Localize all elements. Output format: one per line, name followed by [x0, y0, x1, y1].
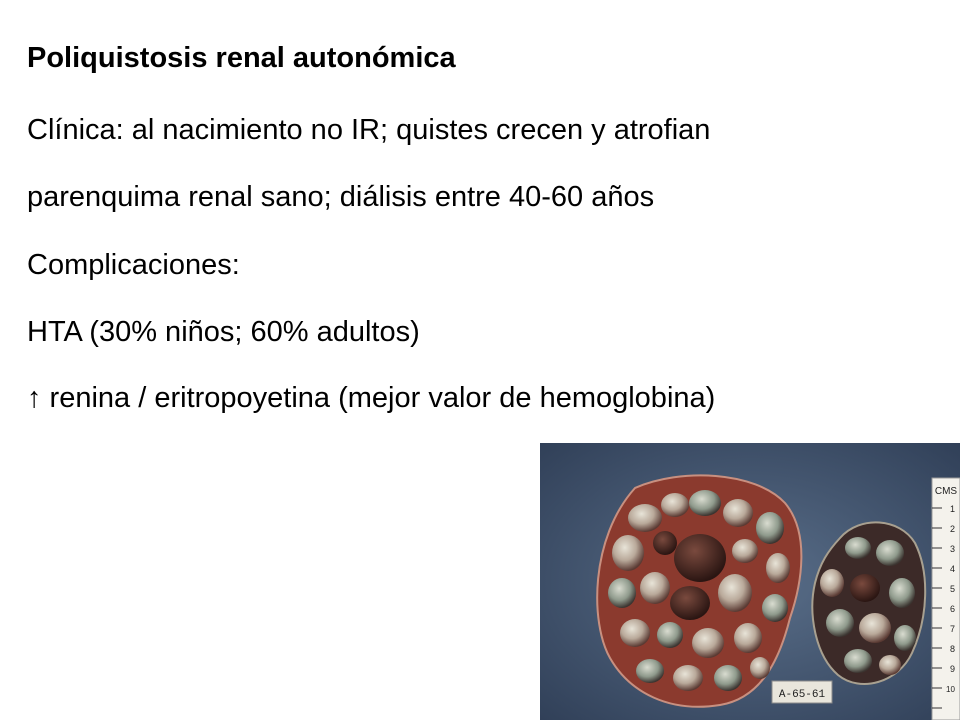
ruler-number: 6: [950, 604, 956, 614]
ruler-number: 9: [950, 664, 956, 674]
ruler-number: 8: [950, 644, 956, 654]
ruler-number: 1: [950, 504, 956, 514]
body-line-hta: HTA (30% niños; 60% adultos): [27, 316, 420, 348]
ruler-number: 3: [950, 544, 956, 554]
ruler-number: 4: [950, 564, 956, 574]
body-line-renina: ↑ renina / eritropoyetina (mejor valor de hemoglobina): [27, 382, 716, 414]
measurement-ruler: [932, 478, 960, 720]
ruler-number: 5: [950, 584, 956, 594]
ruler-number: 2: [950, 524, 956, 534]
body-line-complicaciones: Complicaciones:: [27, 249, 240, 281]
slide-title: Poliquistosis renal autonómica: [27, 42, 456, 74]
body-line-clinica: Clínica: al nacimiento no IR; quistes crecen y atrofian: [27, 114, 711, 146]
specimen-label-text: A-65-61: [778, 689, 826, 701]
body-line-parenquima: parenquima renal sano; diálisis entre 40-60 años: [27, 181, 655, 213]
ruler-number: 7: [950, 624, 956, 634]
ruler-number: 10: [946, 685, 955, 694]
specimen-label: [772, 681, 832, 703]
kidney-specimen-photo: [540, 443, 960, 720]
ruler-label: CMS: [934, 486, 958, 497]
